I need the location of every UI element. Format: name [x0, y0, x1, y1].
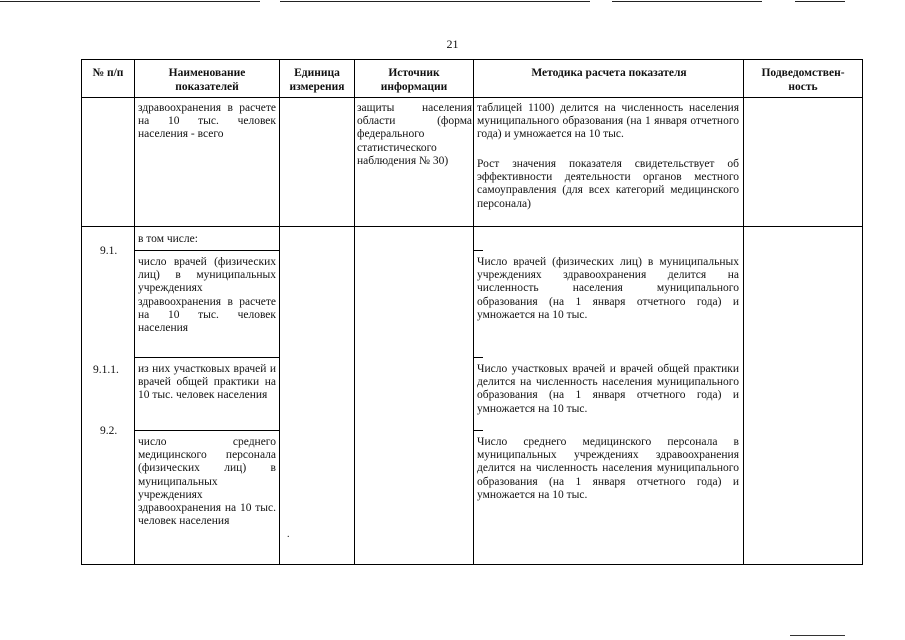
r91-method: Число врачей (физических лиц) в муниципальных учреждениях здравоохранения делится на численность населения муниципального образования (на 1 января отчетного года) и умножается на 10 тыс.	[477, 256, 739, 321]
row-separator	[473, 357, 483, 358]
row-separator	[81, 226, 863, 227]
cont-source: защиты населения области (форма федерального статистического наблюдения № 30)	[357, 102, 472, 167]
row-separator	[134, 250, 280, 251]
row-num-9-1-1: 9.1.1.	[93, 364, 119, 376]
scan-mark: .	[287, 529, 290, 540]
header-method: Методика расчета показателя	[531, 67, 687, 79]
header-subordination: Подведомствен-ность	[761, 67, 845, 93]
cont-method-1: таблицей 1100) делится на численность населения муниципального образования (на 1 января отчетного года) и умножается на 10 тыс.	[477, 102, 739, 141]
indicators-table	[81, 59, 863, 565]
page-bottom-rule	[790, 635, 845, 636]
col-line	[743, 59, 744, 565]
r92-name: число среднего медицинского персонала (физических лиц) в муниципальных учреждениях здравоохранения на 10 тыс. человек населения	[138, 436, 276, 528]
r911-method: Число участковых врачей и врачей общей практики делится на численность населения муниципального образования (на 1 января отчетного года) и умножается на 10 тыс.	[477, 363, 739, 415]
cont-method-2: Рост значения показателя свидетельствует об эффективности деятельности органов местного самоуправления (для всех категорий медицинского персонала)	[477, 158, 739, 210]
table-border-bottom	[81, 564, 863, 565]
row-num-9-2: 9.2.	[100, 425, 118, 437]
r91-name: число врачей (физических лиц) в муниципальных учреждениях здравоохранения в расчете на 10 тыс. человек населения	[138, 256, 276, 335]
header-source: Источник информации	[380, 67, 448, 93]
row-separator	[134, 357, 280, 358]
page-top-rule	[0, 1, 260, 2]
col-line	[473, 59, 474, 565]
r92-method: Число среднего медицинского персонала в муниципальных учреждениях здравоохранения делится на численность населения муниципального образования (на 1 января отчетного года) и умножается на 10 тыс.	[477, 436, 739, 501]
r91-intro: в том числе:	[138, 233, 198, 245]
header-separator	[81, 97, 863, 98]
page-number: 21	[446, 37, 459, 51]
header-num: № п/п	[92, 67, 124, 79]
table-border-left	[81, 59, 82, 565]
table-border-top	[81, 59, 863, 60]
header-name: Наименование показателей	[168, 67, 246, 93]
col-line	[279, 59, 280, 565]
row-num-9-1: 9.1.	[100, 245, 118, 257]
r911-name: из них участковых врачей и врачей общей практики на 10 тыс. человек населения	[138, 363, 276, 402]
row-separator	[473, 250, 483, 251]
page-top-rule	[612, 1, 762, 2]
header-unit: Единица измерения	[289, 67, 345, 93]
cont-name: здравоохранения в расчете на 10 тыс. человек населения - всего	[138, 102, 276, 141]
col-line	[134, 59, 135, 565]
page-top-rule	[795, 1, 845, 2]
table-border-right	[862, 59, 863, 565]
col-line	[354, 59, 355, 565]
row-separator	[473, 430, 483, 431]
page-top-rule	[280, 1, 590, 2]
row-separator	[134, 430, 280, 431]
